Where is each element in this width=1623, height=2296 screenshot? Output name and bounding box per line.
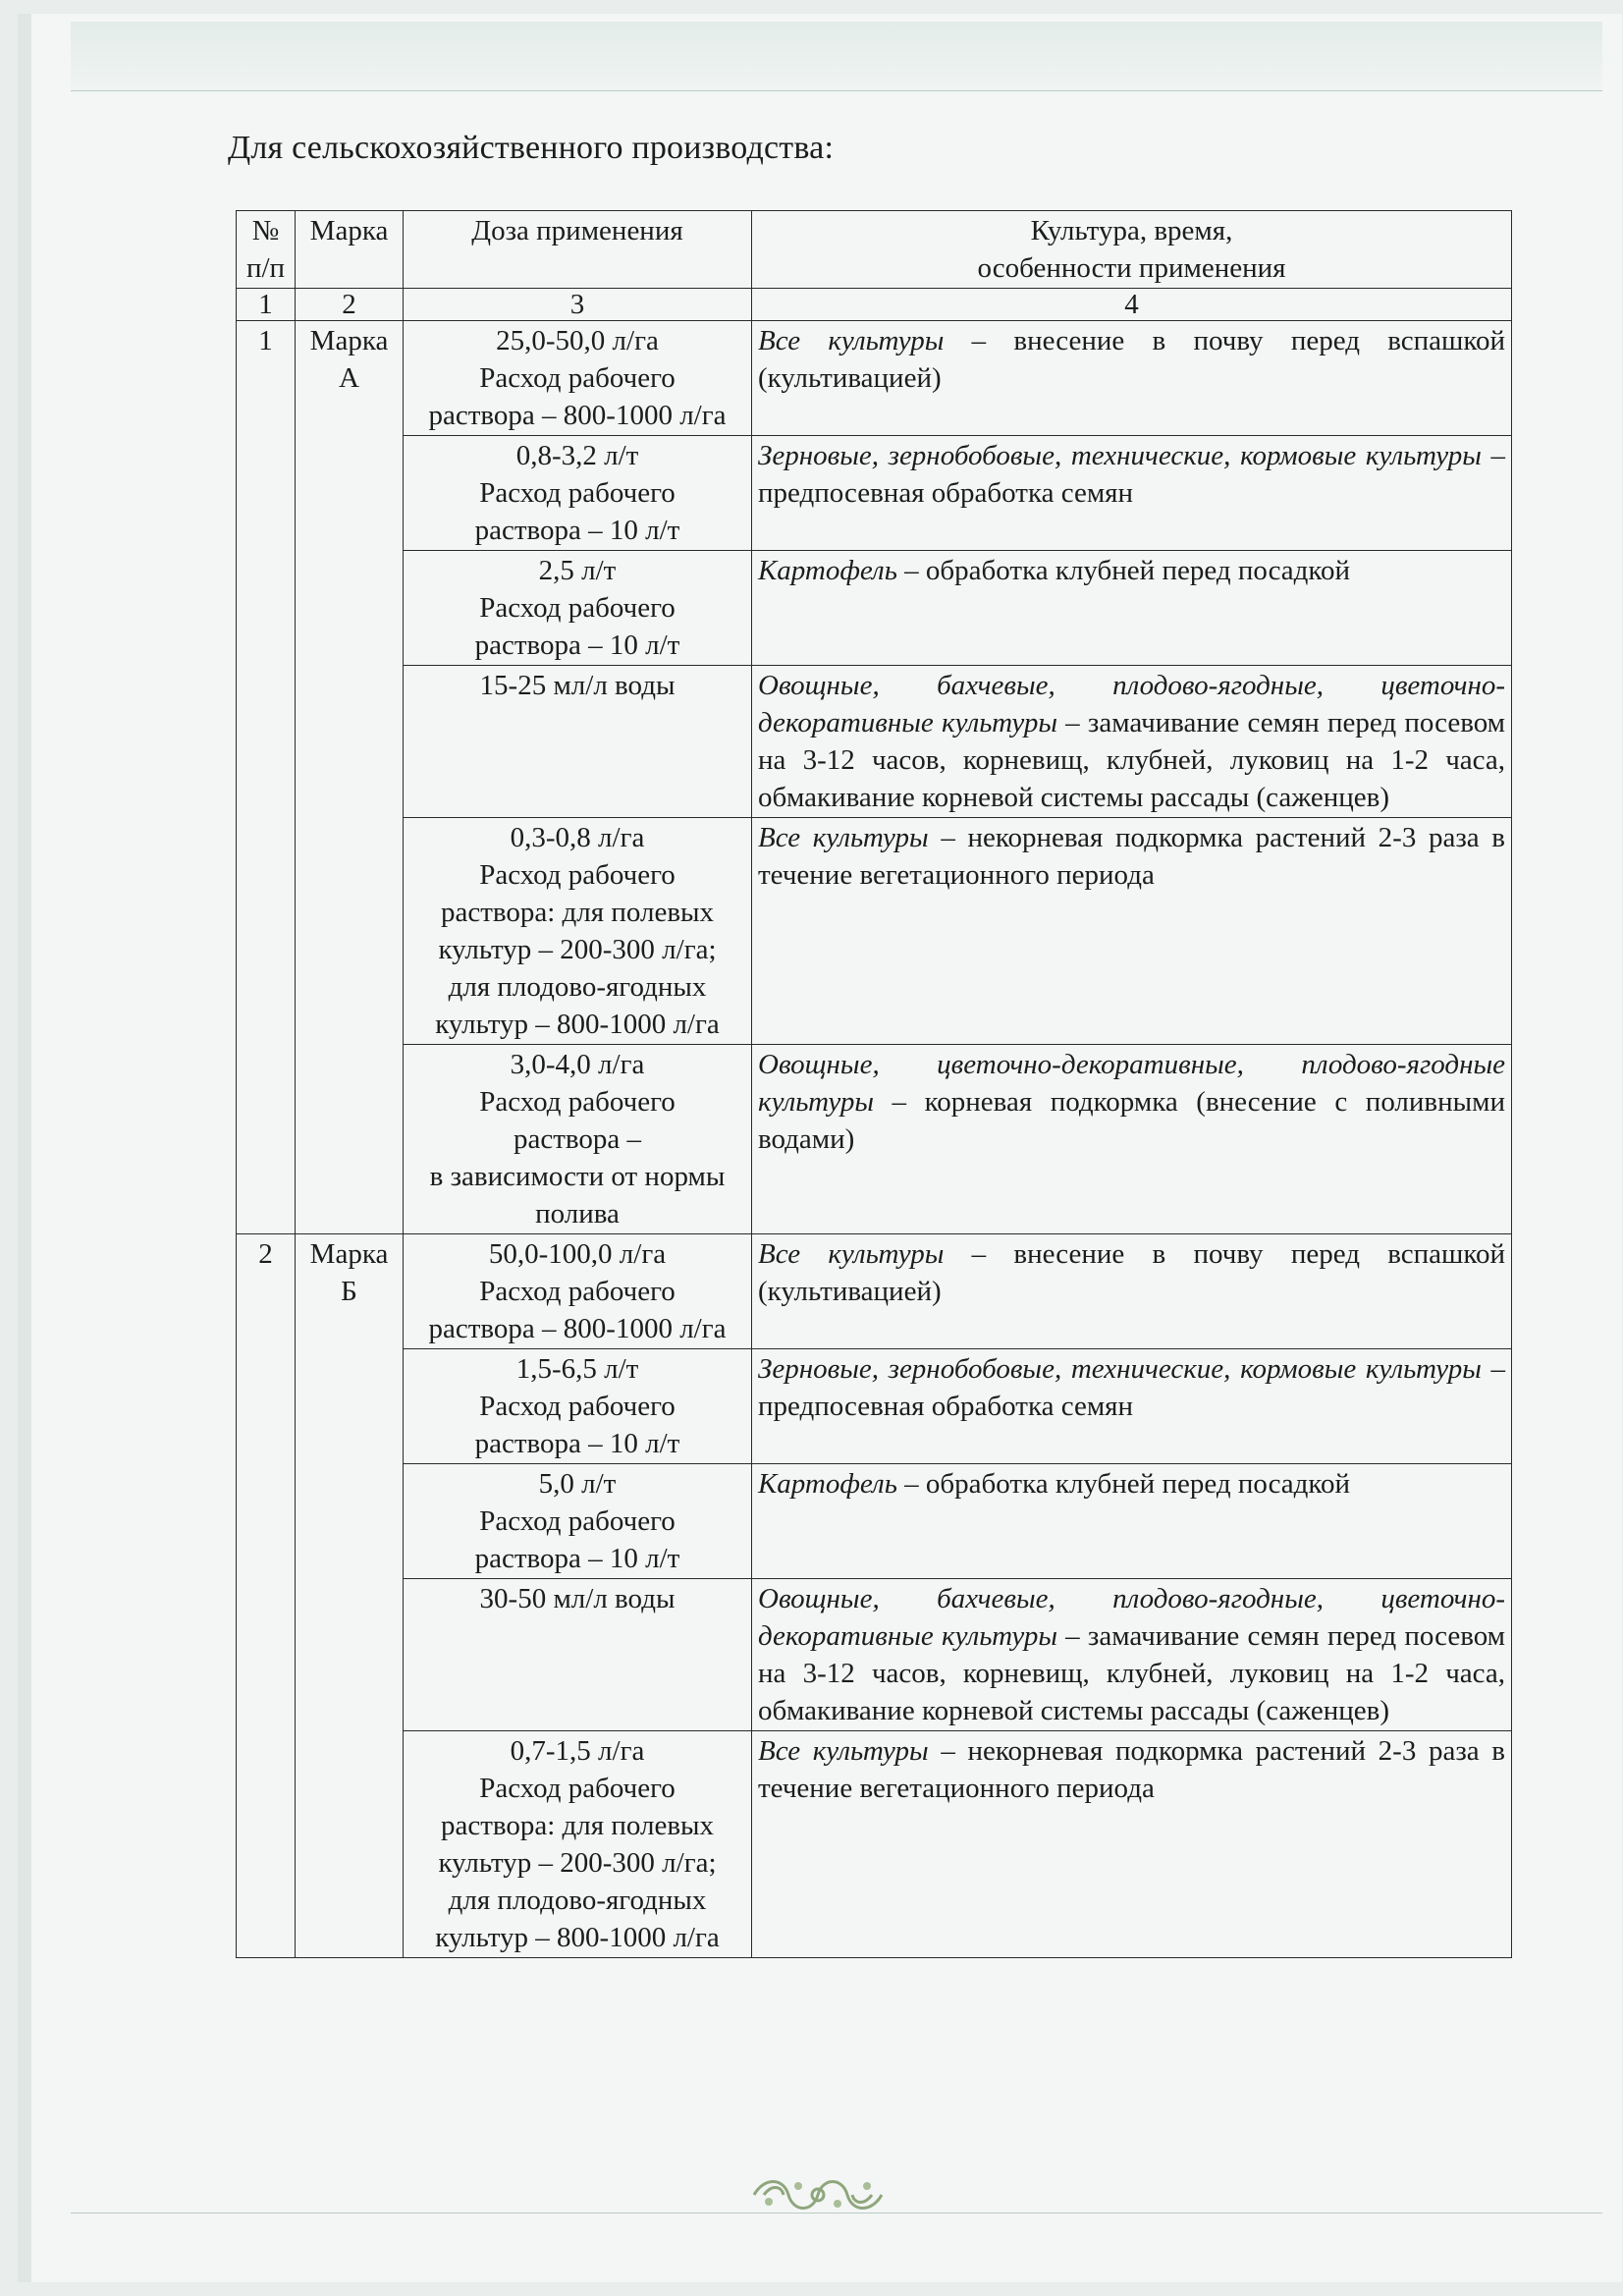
dose-line: 0,3-0,8 л/га: [510, 822, 645, 853]
usage-text: – внесение в почву перед вспашкой (культивацией): [758, 1238, 1506, 1307]
dose-line: раствора – 10 л/т: [474, 1428, 680, 1459]
crop-name: Все культуры: [758, 1735, 929, 1767]
crop-name: Все культуры: [758, 822, 929, 853]
column-number: 4: [752, 289, 1512, 321]
brand-line: Б: [341, 1276, 357, 1307]
table-row: [237, 1579, 1512, 1731]
dose-line: раствора: для полевых: [440, 897, 715, 928]
dose-cell: [404, 1731, 752, 1958]
table-row: [237, 1464, 1512, 1579]
crop-name: Зерновые, зернобобовые, технические, кормовые культуры: [758, 1353, 1482, 1385]
header-crop: Культура, время, особенности применения: [752, 211, 1512, 289]
crop-name: Все культуры: [758, 325, 945, 356]
dose-line: в зависимости от нормы: [429, 1161, 726, 1192]
dose-cell: [404, 1349, 752, 1464]
dose-line: Расход рабочего: [479, 1276, 676, 1307]
table-row: [237, 1045, 1512, 1234]
dose-line: раствора – 10 л/т: [474, 1543, 680, 1574]
usage-text: – внесение в почву перед вспашкой (культивацией): [758, 325, 1506, 394]
row-number-cell: 2: [237, 1234, 296, 1958]
dose-cell: [404, 1464, 752, 1579]
table-row: [237, 666, 1512, 818]
usage-cell: [752, 436, 1512, 551]
brand-line: Марка: [309, 1238, 389, 1270]
table-row: [237, 818, 1512, 1045]
dose-line: 50,0-100,0 л/га: [488, 1238, 667, 1270]
table-row: [237, 321, 1512, 436]
usage-text: – некорневая подкормка растений 2-3 раза в течение вегетационного периода: [758, 822, 1505, 891]
crop-name: Картофель: [758, 555, 897, 586]
dose-line: раствора –: [513, 1123, 642, 1155]
brand-cell: [296, 321, 404, 1234]
dose-line: 0,8-3,2 л/т: [515, 440, 639, 471]
dose-line: 5,0 л/т: [538, 1468, 617, 1500]
decorative-frame-top: [71, 22, 1602, 91]
brand-line: Марка: [309, 325, 389, 356]
usage-cell: [752, 666, 1512, 818]
usage-cell: [752, 1349, 1512, 1464]
usage-text: – предпосевная обработка семян: [758, 440, 1506, 509]
crop-name: Зерновые, зернобобовые, технические, кормовые культуры: [758, 440, 1482, 471]
dose-line: полива: [535, 1198, 620, 1230]
usage-cell: [752, 551, 1512, 666]
usage-text: – корневая подкормка (внесение с поливными водами): [758, 1086, 1505, 1155]
table-row: [237, 1731, 1512, 1958]
application-table: [236, 210, 1512, 1958]
table-header-row: [237, 211, 1512, 289]
dose-line: 0,7-1,5 л/га: [510, 1735, 645, 1767]
dose-line: Расход рабочего: [479, 1086, 676, 1118]
table-row: [237, 551, 1512, 666]
dose-line: раствора – 10 л/т: [474, 515, 680, 546]
crop-name: Овощные, цветочно-декоративные, плодово-ягодные культуры: [758, 1049, 1505, 1118]
dose-line: Расход рабочего: [479, 1505, 676, 1537]
brand-line: А: [339, 362, 359, 394]
header-brand: Марка: [296, 211, 404, 289]
dose-line: культур – 200-300 л/га;: [438, 934, 717, 965]
usage-cell: [752, 818, 1512, 1045]
crop-name: Картофель: [758, 1468, 897, 1500]
dose-line: раствора – 800-1000 л/га: [428, 1313, 727, 1344]
ornament-icon: [744, 2172, 892, 2217]
dose-cell: [404, 1045, 752, 1234]
usage-text: – замачивание семян перед посевом на 3-12 часов, корневищ, клубней, луковиц на 1-2 часа, обмакивание корневой системы рассады (саженцев): [758, 1620, 1505, 1726]
dose-line: Расход рабочего: [479, 592, 676, 624]
crop-name: Все культуры: [758, 1238, 945, 1270]
dose-cell: [404, 1579, 752, 1731]
dose-line: 15-25 мл/л воды: [479, 670, 676, 701]
crop-name: Овощные, бахчевые, плодово-ягодные, цветочно-декоративные культуры: [758, 1583, 1505, 1652]
header-dose: Доза применения: [404, 211, 752, 289]
usage-text: – предпосевная обработка семян: [758, 1353, 1506, 1422]
dose-line: для плодово-ягодных: [448, 1885, 707, 1916]
dose-cell: [404, 818, 752, 1045]
dose-line: Расход рабочего: [479, 362, 676, 394]
usage-cell: [752, 1464, 1512, 1579]
usage-text: – замачивание семян перед посевом на 3-12 часов, корневищ, клубней, луковиц на 1-2 часа, обмакивание корневой системы рассады (саженцев): [758, 707, 1505, 813]
column-number: 1: [237, 289, 296, 321]
column-number: 2: [296, 289, 404, 321]
brand-cell: [296, 1234, 404, 1958]
dose-line: Расход рабочего: [479, 477, 676, 509]
dose-line: 2,5 л/т: [538, 555, 617, 586]
dose-cell: [404, 666, 752, 818]
header-num: № п/п: [237, 211, 296, 289]
column-number: 3: [404, 289, 752, 321]
crop-name: Овощные, бахчевые, плодово-ягодные, цветочно-декоративные культуры: [758, 670, 1505, 738]
section-heading: Для сельскохозяйственного производства:: [228, 130, 835, 166]
table-row: [237, 1349, 1512, 1464]
dose-line: культур – 200-300 л/га;: [438, 1847, 717, 1879]
usage-cell: [752, 1045, 1512, 1234]
dose-cell: [404, 321, 752, 436]
usage-text: – обработка клубней перед посадкой: [896, 1468, 1351, 1500]
dose-line: раствора – 10 л/т: [474, 629, 680, 661]
dose-line: культур – 800-1000 л/га: [435, 1922, 720, 1953]
dose-cell: [404, 1234, 752, 1349]
dose-line: 1,5-6,5 л/т: [515, 1353, 639, 1385]
usage-cell: [752, 321, 1512, 436]
table-row: [237, 1234, 1512, 1349]
dose-line: раствора – 800-1000 л/га: [428, 400, 727, 431]
dose-cell: [404, 551, 752, 666]
dose-line: для плодово-ягодных: [448, 971, 707, 1003]
usage-cell: [752, 1731, 1512, 1958]
dose-line: Расход рабочего: [479, 859, 676, 891]
column-number-row: [237, 289, 1512, 321]
table-body: [237, 321, 1512, 1958]
usage-cell: [752, 1234, 1512, 1349]
dose-line: 30-50 мл/л воды: [479, 1583, 676, 1614]
dose-line: культур – 800-1000 л/га: [435, 1009, 720, 1040]
dose-line: раствора: для полевых: [440, 1810, 715, 1841]
usage-text: – обработка клубней перед посадкой: [896, 555, 1351, 586]
dose-line: 3,0-4,0 л/га: [510, 1049, 645, 1080]
usage-cell: [752, 1579, 1512, 1731]
dose-line: 25,0-50,0 л/га: [496, 325, 659, 356]
dose-line: Расход рабочего: [479, 1773, 676, 1804]
dose-cell: [404, 436, 752, 551]
row-number-cell: 1: [237, 321, 296, 1234]
usage-text: – некорневая подкормка растений 2-3 раза в течение вегетационного периода: [758, 1735, 1505, 1804]
dose-line: Расход рабочего: [479, 1391, 676, 1422]
table-row: [237, 436, 1512, 551]
